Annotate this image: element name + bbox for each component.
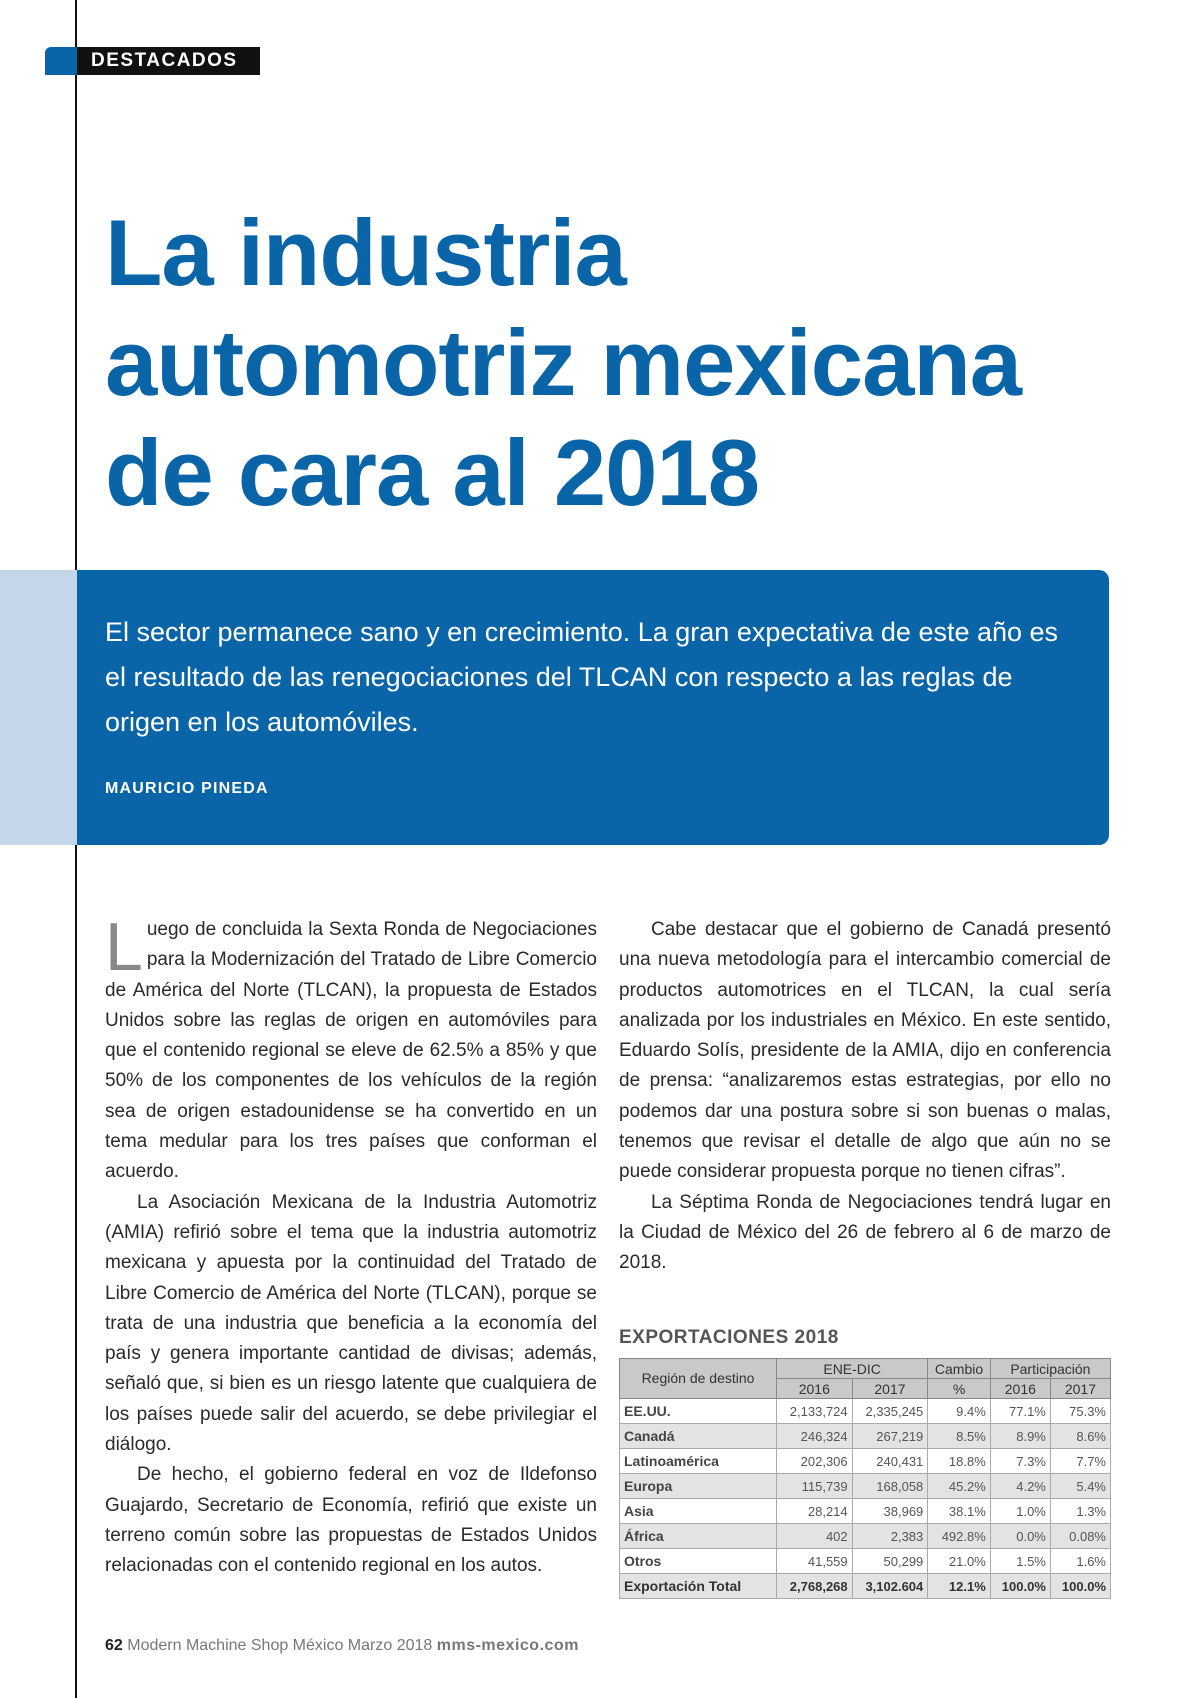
cell-share-2017: 75.3% [1050,1399,1110,1424]
cell-share-2017: 1.6% [1050,1549,1110,1574]
cell-change: 38.1% [928,1499,991,1524]
cell-2017: 240,431 [852,1449,928,1474]
cell-region: Asia [620,1499,777,1524]
section-tag: DESTACADOS [77,47,260,75]
cell-2017: 168,058 [852,1474,928,1499]
cell-change: 12.1% [928,1574,991,1599]
cell-2016: 2,768,268 [777,1574,853,1599]
cell-region: África [620,1524,777,1549]
body-column-left [105,909,597,1582]
cell-2017: 38,969 [852,1499,928,1524]
cell-change: 8.5% [928,1424,991,1449]
paragraph-5: La Séptima Ronda de Negociaciones tendrá lugar en la Ciudad de México del 26 de febrero al 6 de marzo de 2018. [619,1191,1111,1274]
cell-share-2016: 0.0% [990,1524,1050,1549]
cell-change: 492.8% [928,1524,991,1549]
cell-share-2016: 7.3% [990,1449,1050,1474]
paragraph-2: La Asociación Mexicana de la Industria Automotriz (AMIA) refirió sobre el tema que la industria automotriz mexicana y apuesta por la continuidad del Tratado de Libre Comercio de América del Norte (TLCAN), porque se trata de una industria que beneficia a la economía del país y genera importante cantidad de divisas; además, señaló que, si bien es un riesgo latente que cualquiera de los países puede salir del acuerdo, se debe privilegiar el diálogo. [105,1191,597,1456]
paragraph-4: Cabe destacar que el gobierno de Canadá presentó una nueva metodología para el intercambio comercial de productos automotrices en el TLCAN, la cual sería analizada por los industriales en México. En este sentido, Eduardo Solís, presidente de la AMIA, dijo en conferencia de prensa: “analizaremos estas estrategias, por ello no podemos dar una postura sobre si son buenas o malas, tenemos que revisar el detalle de algo que aún no se puede considerar propuesta porque no tienen cifras”. [619,919,1111,1183]
cell-share-2017: 1.3% [1050,1499,1110,1524]
cell-region: Canadá [620,1424,777,1449]
article-title [105,198,1165,528]
header-region: Región de destino [620,1359,777,1399]
title-line-2: automotriz mexicana [105,310,1022,415]
cell-2016: 402 [777,1524,853,1549]
author-byline: MAURICIO PINEDA [105,780,269,797]
page-number: 62 [105,1637,123,1654]
table-row [620,1524,1111,1549]
cell-share-2016: 100.0% [990,1574,1050,1599]
cell-2016: 41,559 [777,1549,853,1574]
cell-share-2017: 8.6% [1050,1424,1110,1449]
cell-share-2017: 100.0% [1050,1574,1110,1599]
table-title: EXPORTACIONES 2018 [619,1327,839,1348]
table-row [620,1549,1111,1574]
cell-2016: 246,324 [777,1424,853,1449]
cell-2017: 2,383 [852,1524,928,1549]
cell-change: 45.2% [928,1474,991,1499]
cell-share-2016: 4.2% [990,1474,1050,1499]
cell-2016: 2,133,724 [777,1399,853,1424]
header-share-2016: 2016 [990,1379,1050,1399]
table-row-total [620,1574,1111,1599]
header-period: ENE-DIC [777,1359,928,1379]
cell-region: Latinoamérica [620,1449,777,1474]
deck-side-band [0,570,77,845]
cell-change: 18.8% [928,1449,991,1474]
deck-box [77,570,1109,845]
cell-2016: 28,214 [777,1499,853,1524]
margin-rule [75,0,77,1698]
exports-table [619,1358,1111,1599]
cell-region: Exportación Total [620,1574,777,1599]
header-2017: 2017 [852,1379,928,1399]
table-row [620,1449,1111,1474]
title-line-3: de cara al 2018 [105,420,759,525]
header-change: Cambio [928,1359,991,1379]
table-row [620,1499,1111,1524]
cell-2017: 50,299 [852,1549,928,1574]
deck-text: El sector permanece sano y en crecimiento. La gran expectativa de este año es el resultado de las renegociaciones del TLCAN con respecto a las reglas de origen en los automóviles. [105,617,1059,737]
header-share: Participación [990,1359,1110,1379]
cell-region: Europa [620,1474,777,1499]
table-row [620,1399,1111,1424]
cell-share-2016: 1.0% [990,1499,1050,1524]
cell-2016: 202,306 [777,1449,853,1474]
cell-share-2017: 0.08% [1050,1524,1110,1549]
cell-region: EE.UU. [620,1399,777,1424]
section-tag-accent [45,47,77,75]
paragraph-1-text: uego de concluida la Sexta Ronda de Negociaciones para la Modernización del Tratado de Libre Comercio de América del Norte (TLCAN), la propuesta de Estados Unidos sobre las reglas de origen en automóviles para que el contenido regional se eleve de 62.5% a 85% y que 50% de los componentes de los vehículos de la región sea de origen estadounidense se ha convertido en un tema medular para los tres países que conforman el acuerdo. [105,919,597,1183]
header-2016: 2016 [777,1379,853,1399]
cell-region: Otros [620,1549,777,1574]
publication-name: Modern Machine Shop México Marzo 2018 [127,1637,433,1654]
cell-share-2017: 5.4% [1050,1474,1110,1499]
cell-share-2016: 8.9% [990,1424,1050,1449]
cell-2017: 3,102.604 [852,1574,928,1599]
cell-change: 21.0% [928,1549,991,1574]
cell-share-2016: 77.1% [990,1399,1050,1424]
paragraph-3: De hecho, el gobierno federal en voz de Ildefonso Guajardo, Secretario de Economía, refirió que existe un terreno común sobre las propuestas de Estados Unidos relacionadas con el contenido regional en los autos. [105,1464,597,1577]
page-footer [105,1637,579,1655]
header-pct: % [928,1379,991,1399]
paragraph-1 [105,909,597,1188]
cell-share-2017: 7.7% [1050,1449,1110,1474]
body-column-right [619,915,1111,1279]
cell-2017: 2,335,245 [852,1399,928,1424]
cell-2016: 115,739 [777,1474,853,1499]
table-row [620,1474,1111,1499]
table-row [620,1424,1111,1449]
drop-cap: L [105,909,143,985]
cell-change: 9.4% [928,1399,991,1424]
website-url: mms-mexico.com [436,1637,579,1654]
cell-2017: 267,219 [852,1424,928,1449]
title-line-1: La industria [105,200,626,305]
cell-share-2016: 1.5% [990,1549,1050,1574]
header-share-2017: 2017 [1050,1379,1110,1399]
